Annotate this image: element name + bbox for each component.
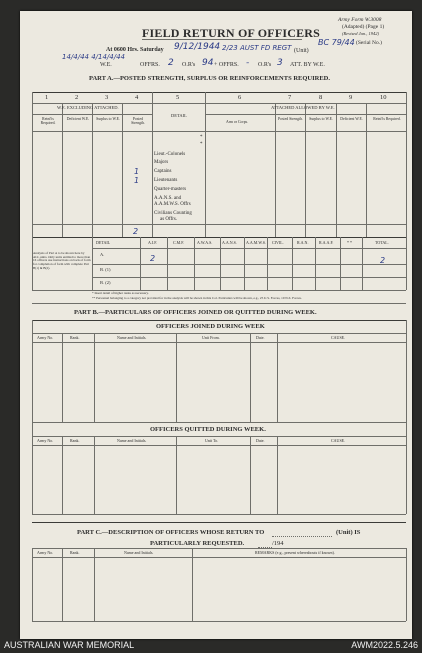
total-handwritten: 2 xyxy=(133,227,139,236)
analysis-header-aans: A.A.N.S. xyxy=(222,240,237,245)
part-c-heading-unit: (Unit) IS xyxy=(336,529,361,536)
quitted-col-name: Name and Initials. xyxy=(117,438,147,443)
analysis-aif-handwritten: 2 xyxy=(150,254,156,263)
form-id-line3: (Revised Jan., 1942) xyxy=(342,31,379,36)
part-c-col-army-no: Army No. xyxy=(37,550,54,555)
analysis-row-b2: B. (2) xyxy=(100,280,111,285)
analysis-vline xyxy=(167,237,168,290)
part-a-heading: PART A.—POSTED STRENGTH, SURPLUS OR REINFORCEMENTS REQUIRED. xyxy=(89,75,330,82)
grid-vline xyxy=(122,103,123,237)
at-hours-label: At 0600 Hrs. Saturday xyxy=(106,47,164,53)
asterisk-mark: * xyxy=(200,142,203,147)
unit-label: (Unit) xyxy=(294,48,309,54)
plus-offrs-handwritten: - xyxy=(246,58,250,68)
grid-line xyxy=(32,237,406,238)
grid-line xyxy=(32,445,406,446)
grid-top-line xyxy=(32,92,406,93)
we-excluding-header: W.E. EXCLUDING ATTACHED. xyxy=(57,105,119,110)
footnote-1: * Insert detail of higher ranks as necessary. xyxy=(92,291,149,295)
part-c-heading-line2: PARTICULARLY REQUESTED. xyxy=(150,540,245,547)
grid-vline xyxy=(277,436,278,514)
offrs-handwritten: 2 xyxy=(168,58,174,68)
col-number-6: 6 xyxy=(238,94,242,101)
quitted-col-date: Date. xyxy=(256,438,265,443)
grid-line xyxy=(32,303,406,304)
col10-subheader: Reinf'ts Required. xyxy=(373,117,401,121)
joined-title: OFFICERS JOINED DURING WEEK xyxy=(156,323,265,330)
grid-vline xyxy=(32,92,33,237)
grid-line xyxy=(32,514,406,515)
grid-line xyxy=(32,422,406,423)
analysis-vline xyxy=(92,237,93,290)
part-c-col-rank: Rank. xyxy=(70,550,80,555)
grid-line xyxy=(32,224,406,225)
analysis-vline xyxy=(362,237,363,290)
joined-col-cause: CAUSE. xyxy=(331,335,346,340)
grid-vline xyxy=(336,103,337,237)
grid-vline xyxy=(250,333,251,422)
rank-civilians-cont: as Offrs. xyxy=(160,217,178,222)
we-label: W.E. xyxy=(100,62,112,68)
col-number-9: 9 xyxy=(349,94,353,101)
col-number-7: 7 xyxy=(288,94,292,101)
grid-vline xyxy=(406,422,407,514)
grid-vline xyxy=(94,548,95,621)
analysis-instruction-note: Analysis of Part A to be shown here by ALL units. Only units entitled to more than 16 officers use instructions on back of form for completion of form with complete Part B(1) & B(2). xyxy=(33,251,91,270)
analysis-header-cmf: C.M.F. xyxy=(173,240,185,245)
part-c-heading-year: /194 xyxy=(272,540,284,547)
analysis-vline xyxy=(315,237,316,290)
rank-lieut-colonels: Lieut.-Colonels xyxy=(154,152,186,157)
grid-vline xyxy=(62,333,63,422)
grid-line xyxy=(32,557,406,558)
unit-handwritten: 2/23 AUST FD REGT xyxy=(222,44,292,52)
grid-vline xyxy=(406,548,407,621)
rank-aamws: A.A.M.W.S. Offrs xyxy=(154,202,191,207)
quitted-col-army-no: Army No. xyxy=(37,438,54,443)
col7-subheader: Posted Strength. xyxy=(278,117,303,121)
rank-majors: Majors xyxy=(154,160,169,165)
grid-vline xyxy=(305,103,306,237)
footer-accession-number: AWM2022.5.246 xyxy=(351,640,418,650)
col6-subheader: Arm or Corps. xyxy=(226,120,249,124)
grid-vline xyxy=(32,422,33,514)
grid-vline xyxy=(176,333,177,422)
rank-lieutenants: Lieutenants xyxy=(154,178,178,183)
analysis-header-awas: A.W.A.S. xyxy=(197,240,213,245)
analysis-header-detail: DETAIL xyxy=(96,240,111,245)
col-number-1: 1 xyxy=(45,94,49,101)
part-c-col-remarks: REMARKS (e.g., present whereabouts if known). xyxy=(255,550,335,555)
col4-subheader: Posted Strength. xyxy=(131,117,145,125)
footer-source: AUSTRALIAN WAR MEMORIAL xyxy=(4,640,135,650)
part-b-heading: PART B.—PARTICULARS OF OFFICERS JOINED OR QUITTED DURING WEEK. xyxy=(74,309,317,316)
captains-handwritten: 1 xyxy=(134,167,140,176)
grid-vline xyxy=(366,103,367,237)
ors-label: O.R's xyxy=(182,62,196,68)
att-by-we-label: ATT. BY W.E. xyxy=(290,62,325,68)
part-c-col-name: Name and Initials. xyxy=(124,550,154,555)
analysis-line xyxy=(32,290,406,291)
form-title: FIELD RETURN OF OFFICERS xyxy=(142,26,321,40)
grid-vline xyxy=(94,333,95,422)
rank-aans: A.A.N.S. and xyxy=(154,196,182,201)
rank-quartermasters: Quarter-masters xyxy=(154,187,187,192)
grid-vline xyxy=(406,320,407,422)
grid-vline xyxy=(406,92,407,237)
quitted-col-cause: CAUSE. xyxy=(331,438,346,443)
detail-header: DETAIL xyxy=(171,113,187,118)
grid-vline xyxy=(205,92,206,237)
analysis-vline xyxy=(292,237,293,290)
grid-vline xyxy=(62,103,63,237)
grid-line xyxy=(32,621,406,622)
col1-subheader: Reinf'ts Required. xyxy=(40,117,56,125)
rank-civilians: Civilians Counting xyxy=(154,211,192,216)
analysis-vline xyxy=(244,237,245,290)
grid-vline xyxy=(275,103,276,237)
lieutenants-handwritten: 1 xyxy=(134,176,140,185)
analysis-row-a: A. xyxy=(100,252,105,257)
analysis-header-ran: R.A.N. xyxy=(297,240,309,245)
asterisk-mark: * xyxy=(200,135,203,140)
joined-col-unit-from: Unit From. xyxy=(202,335,220,340)
part-c-heading: PART C.—DESCRIPTION OF OFFICERS WHOSE RETURN TO xyxy=(77,529,265,536)
date-handwritten: 9/12/1944 xyxy=(174,42,221,52)
joined-col-date: Date. xyxy=(256,335,265,340)
ors-handwritten: 94 xyxy=(202,58,214,68)
joined-col-name: Name and Initials. xyxy=(117,335,147,340)
grid-vline xyxy=(176,436,177,514)
analysis-vline xyxy=(140,237,141,290)
quitted-title: OFFICERS QUITTED DURING WEEK. xyxy=(150,426,266,433)
grid-line xyxy=(32,333,406,334)
grid-vline xyxy=(94,436,95,514)
offrs-label: OFFRS. xyxy=(140,62,160,68)
rank-captains: Captains xyxy=(154,169,172,174)
serial-label: (Serial No.) xyxy=(356,40,382,46)
analysis-vline xyxy=(406,237,407,290)
title-underline xyxy=(142,39,302,40)
grid-line xyxy=(32,436,406,437)
analysis-header-aamws: A.A.M.W.S. xyxy=(246,240,266,245)
analysis-header-aif: A.I.F. xyxy=(148,240,158,245)
grid-line xyxy=(32,548,406,549)
analysis-total-handwritten: 2 xyxy=(380,256,386,265)
grid-line xyxy=(32,522,406,523)
grid-line xyxy=(32,103,406,104)
analysis-header-civil: CIVIL. xyxy=(272,240,284,245)
grid-vline xyxy=(32,320,33,422)
analysis-header-total: TOTAL. xyxy=(375,240,389,245)
footnote-2: ** Personnel belonging to a category not provided for in the analysis will be shown in this Col. Particulars will be shown, e.g., 25 U.S. Forces, 10 N.Z. Forces. xyxy=(92,296,302,300)
analysis-row-b1: B. (1) xyxy=(100,267,111,272)
col9-subheader: Deficient W.E. xyxy=(340,117,363,121)
ors2-handwritten: 3 xyxy=(277,58,283,68)
analysis-vline xyxy=(340,237,341,290)
left-handwritten-note: 14/4/44 4/14/4/44 xyxy=(62,53,126,61)
grid-vline xyxy=(192,548,193,621)
analysis-header-raaf: R.A.A.F. xyxy=(319,240,334,245)
col-number-10: 10 xyxy=(380,94,387,101)
analysis-vline xyxy=(194,237,195,290)
form-id-line2: (Adapted) (Page 1) xyxy=(342,24,385,30)
analysis-header-other: * * xyxy=(347,240,352,245)
quitted-col-rank: Rank. xyxy=(70,438,80,443)
col-number-8: 8 xyxy=(319,94,323,101)
part-c-unit-blank xyxy=(272,536,332,537)
grid-vline xyxy=(62,548,63,621)
grid-vline xyxy=(152,92,153,237)
analysis-vline xyxy=(267,237,268,290)
joined-col-rank: Rank. xyxy=(70,335,80,340)
col3-subheader: Surplus to W.E. xyxy=(96,117,120,121)
col-number-2: 2 xyxy=(75,94,79,101)
serial-handwritten: BC 79/44 xyxy=(318,38,355,47)
grid-vline xyxy=(277,333,278,422)
plus-offrs-label: + OFFRS. xyxy=(214,62,239,68)
form-id-line1: Army Form W.3008 xyxy=(338,17,382,23)
ors2-label: O.R's xyxy=(258,62,272,68)
grid-vline xyxy=(92,103,93,237)
grid-line xyxy=(32,131,406,132)
col2-subheader: Deficient W.E. xyxy=(66,117,90,121)
grid-vline xyxy=(250,436,251,514)
quitted-col-unit-to: Unit To. xyxy=(205,438,219,443)
col-number-5: 5 xyxy=(176,94,180,101)
col-number-3: 3 xyxy=(105,94,109,101)
attached-header: ATTACHED ALLOWED BY W.E. xyxy=(271,105,335,110)
grid-vline xyxy=(32,548,33,621)
joined-col-army-no: Army No. xyxy=(37,335,54,340)
col-number-4: 4 xyxy=(135,94,139,101)
grid-line xyxy=(32,320,406,321)
grid-vline xyxy=(62,436,63,514)
grid-line xyxy=(32,342,406,343)
col8-subheader: Surplus to W.E. xyxy=(309,117,333,121)
analysis-vline xyxy=(220,237,221,290)
